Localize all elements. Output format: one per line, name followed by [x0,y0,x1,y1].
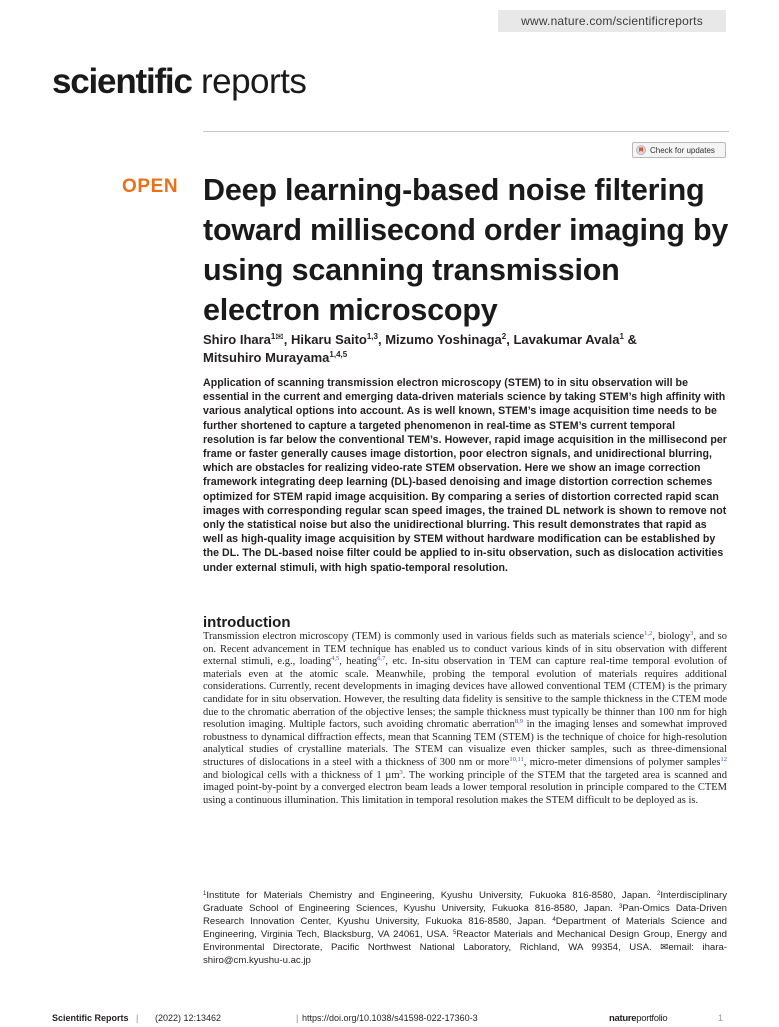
publisher-logo-light: portfolio [636,1013,668,1024]
publisher-logo-bold: nature [609,1013,637,1024]
publisher-logo [609,1013,667,1024]
affiliation-number: 1 [203,891,207,897]
author-affiliation-ref[interactable]: 1 [619,332,624,341]
page-number: 1 [718,1013,724,1023]
footer-citation: (2022) 12:13462 [155,1013,222,1023]
check-for-updates-label: Check for updates [650,145,715,155]
author-affiliation-ref[interactable]: 1,3 [366,332,378,341]
citation-reference[interactable]: 1,2 [644,630,653,637]
author-affiliation-ref[interactable]: 2 [501,332,507,341]
open-access-label: OPEN [122,176,179,197]
footer-doi-link[interactable]: https://doi.org/10.1038/s41598-022-17360-3 [302,1013,478,1023]
affiliation-number: 4 [552,917,556,923]
introduction-body: Transmission electron microscopy (TEM) is commonly used in various fields such as materials science$^{1,2}$, biology$^3$, and so on. Recent advancement in TEM technique has enabled us to conduct various kinds of in situ observation with different external stimuli, e.g., loading$^{4,5}$, heating$^{6,7}$, etc. In-situ observation in TEM can capture real-time temporal evolution of materials even at the atomic scale. Meanwhile, probing the temporal evolution of materials requires additional considerations. Currently, recent developments in imaging devices have allowed conventional TEM (CTEM) is the primary candidate for in situ observation. However, the resulting data fidelity is sensitive to the sample thickness in the CTEM mode due to the chromatic aberration of the objective lenses; the sample thickness must typically be thinner than 100 nm for high resolution imaging. Multiple factors, such avoiding chromatic aberration$^{8,9}$ in the imaging lenses and somewhat improved robustness to dynamical diffraction effects, mean that Scanning TEM (STEM) is the technique of choice for high-resolution analytical studies of crystalline materials. The STEM can visualize even thicker samples, such as three-dimensional structures of dislocations in a steel with a thickness of 300 nm or more$^{10,11}$, micro-meter dimensions of polymer samples$^{12}$ and biological cells with a thickness of 1 µm$^3$. The working principle of the STEM that the targeted area is scanned and imaged point-by-point by a converged electron beam leads a lower temporal resolution in principle compared to the CTEM using a continuous illumination. This limitation in temporal resolution makes the STEM difficult to be deployed as is. [203,630,728,806]
citation-reference[interactable]: 3 [690,630,694,637]
author-affiliation-ref[interactable]: 1,4,5 [329,350,348,359]
journal-url-bar[interactable] [498,10,726,32]
author-name[interactable]: Shiro Ihara [203,332,271,347]
author-name[interactable]: Lavakumar Avala [513,332,620,347]
check-for-updates-button[interactable] [632,142,726,158]
email-icon[interactable]: ✉ [275,332,284,343]
section-heading-introduction: introduction [203,614,291,631]
citation-reference[interactable]: 4,5 [331,655,340,663]
author-name[interactable]: Mitsuhiro Murayama [203,350,330,365]
page-footer [0,1013,779,1027]
citation-reference[interactable]: 12 [720,755,727,763]
header-divider [203,131,729,132]
footer-journal: Scientific Reports [52,1013,129,1023]
affiliations: $^1$Institute for Materials Chemistry and Engineering, Kyushu University, Fukuoka 816-8580, Japan. $^2$Interdisciplinary Graduate School of Engineering Sciences, Kyushu University, Fukuoka 816-8580, Japan. $^3$Pan-Omics Data-Driven Research Innovation Center, Kyushu University, Fukuoka 816-8580, Japan. $^4$Department of Materials Science and Engineering, Virginia Tech, Blacksburg, VA 24061, USA. $^5$Reactor Materials and Mechanical Design Group, Energy and Environmental Directorate, Pacific Northwest National Laboratory, Richland, WA 99354, USA. ✉email: ihara-shiro@cm.kyushu-u.ac.jp [203,890,727,966]
citation-reference[interactable]: 10,11 [509,755,524,763]
article-title: Deep learning-based noise filtering toward millisecond order imaging by using scanning transmission electron microscopy [203,173,729,327]
affiliation-number: 3 [618,904,623,910]
footer-separator: | [296,1013,299,1023]
affiliation-number: 2 [657,891,661,897]
author-name[interactable]: Hikaru Saito [291,332,367,347]
author-affiliation-ref[interactable]: 1 [270,332,276,341]
citation-reference[interactable]: 8,9 [514,718,523,726]
email-icon: ✉ [660,942,669,953]
citation-reference[interactable]: 6,7 [377,655,386,663]
author-name[interactable]: Mizumo Yoshinaga [385,332,502,347]
abstract: Application of scanning transmission electron microscopy (STEM) to in situ observation will be essential in the current and emerging data-driven materials science by taking STEM’s high affinity with various analytical options into account. As is well known, STEM’s image acquisition time needs to be further shortened to capture a targeted phenomenon in real-time as STEM’s current temporal resolution is far below the conventional TEM’s. However, rapid image acquisition in the millisecond per frame or faster generally causes image distortion, poor electron signals, and unidirectional blurring, which are obstacles for realizing video-rate STEM observation. Here we show an image correction framework integrating deep learning (DL)-based denoising and image distortion correction schemes optimized for STEM rapid image acquisition. By comparing a series of distortion corrected rapid scan images with corresponding regular scan speed images, the trained DL network is shown to remove not only the statistical noise but also the unidirectional blurring. This result demonstrates that rapid as well as high-quality image acquisition by STEM without hardware modification can be established by the DL. The DL-based noise filter could be applied to in-situ observation, such as dislocation activities under external stimuli, with high spatio-temporal resolution. [203,377,727,574]
affiliation-number: 5 [452,930,457,936]
crossmark-icon [636,145,646,155]
journal-logo-light: reports [191,62,307,101]
author-list: Shiro Ihara$^{1✉}$, Hikaru Saito$^{1,3}$, Mizumo Yoshinaga$^2$, Lavakumar Avala$^1$ & Mitsuhiro Murayama$^{1,4,5}$ [203,332,637,365]
journal-logo-bold: scientific [52,62,192,101]
journal-url[interactable]: www.nature.com/scientificreports [521,14,703,28]
citation-reference[interactable]: 3 [399,768,403,776]
footer-separator: | [136,1013,139,1023]
journal-logo [52,64,306,99]
